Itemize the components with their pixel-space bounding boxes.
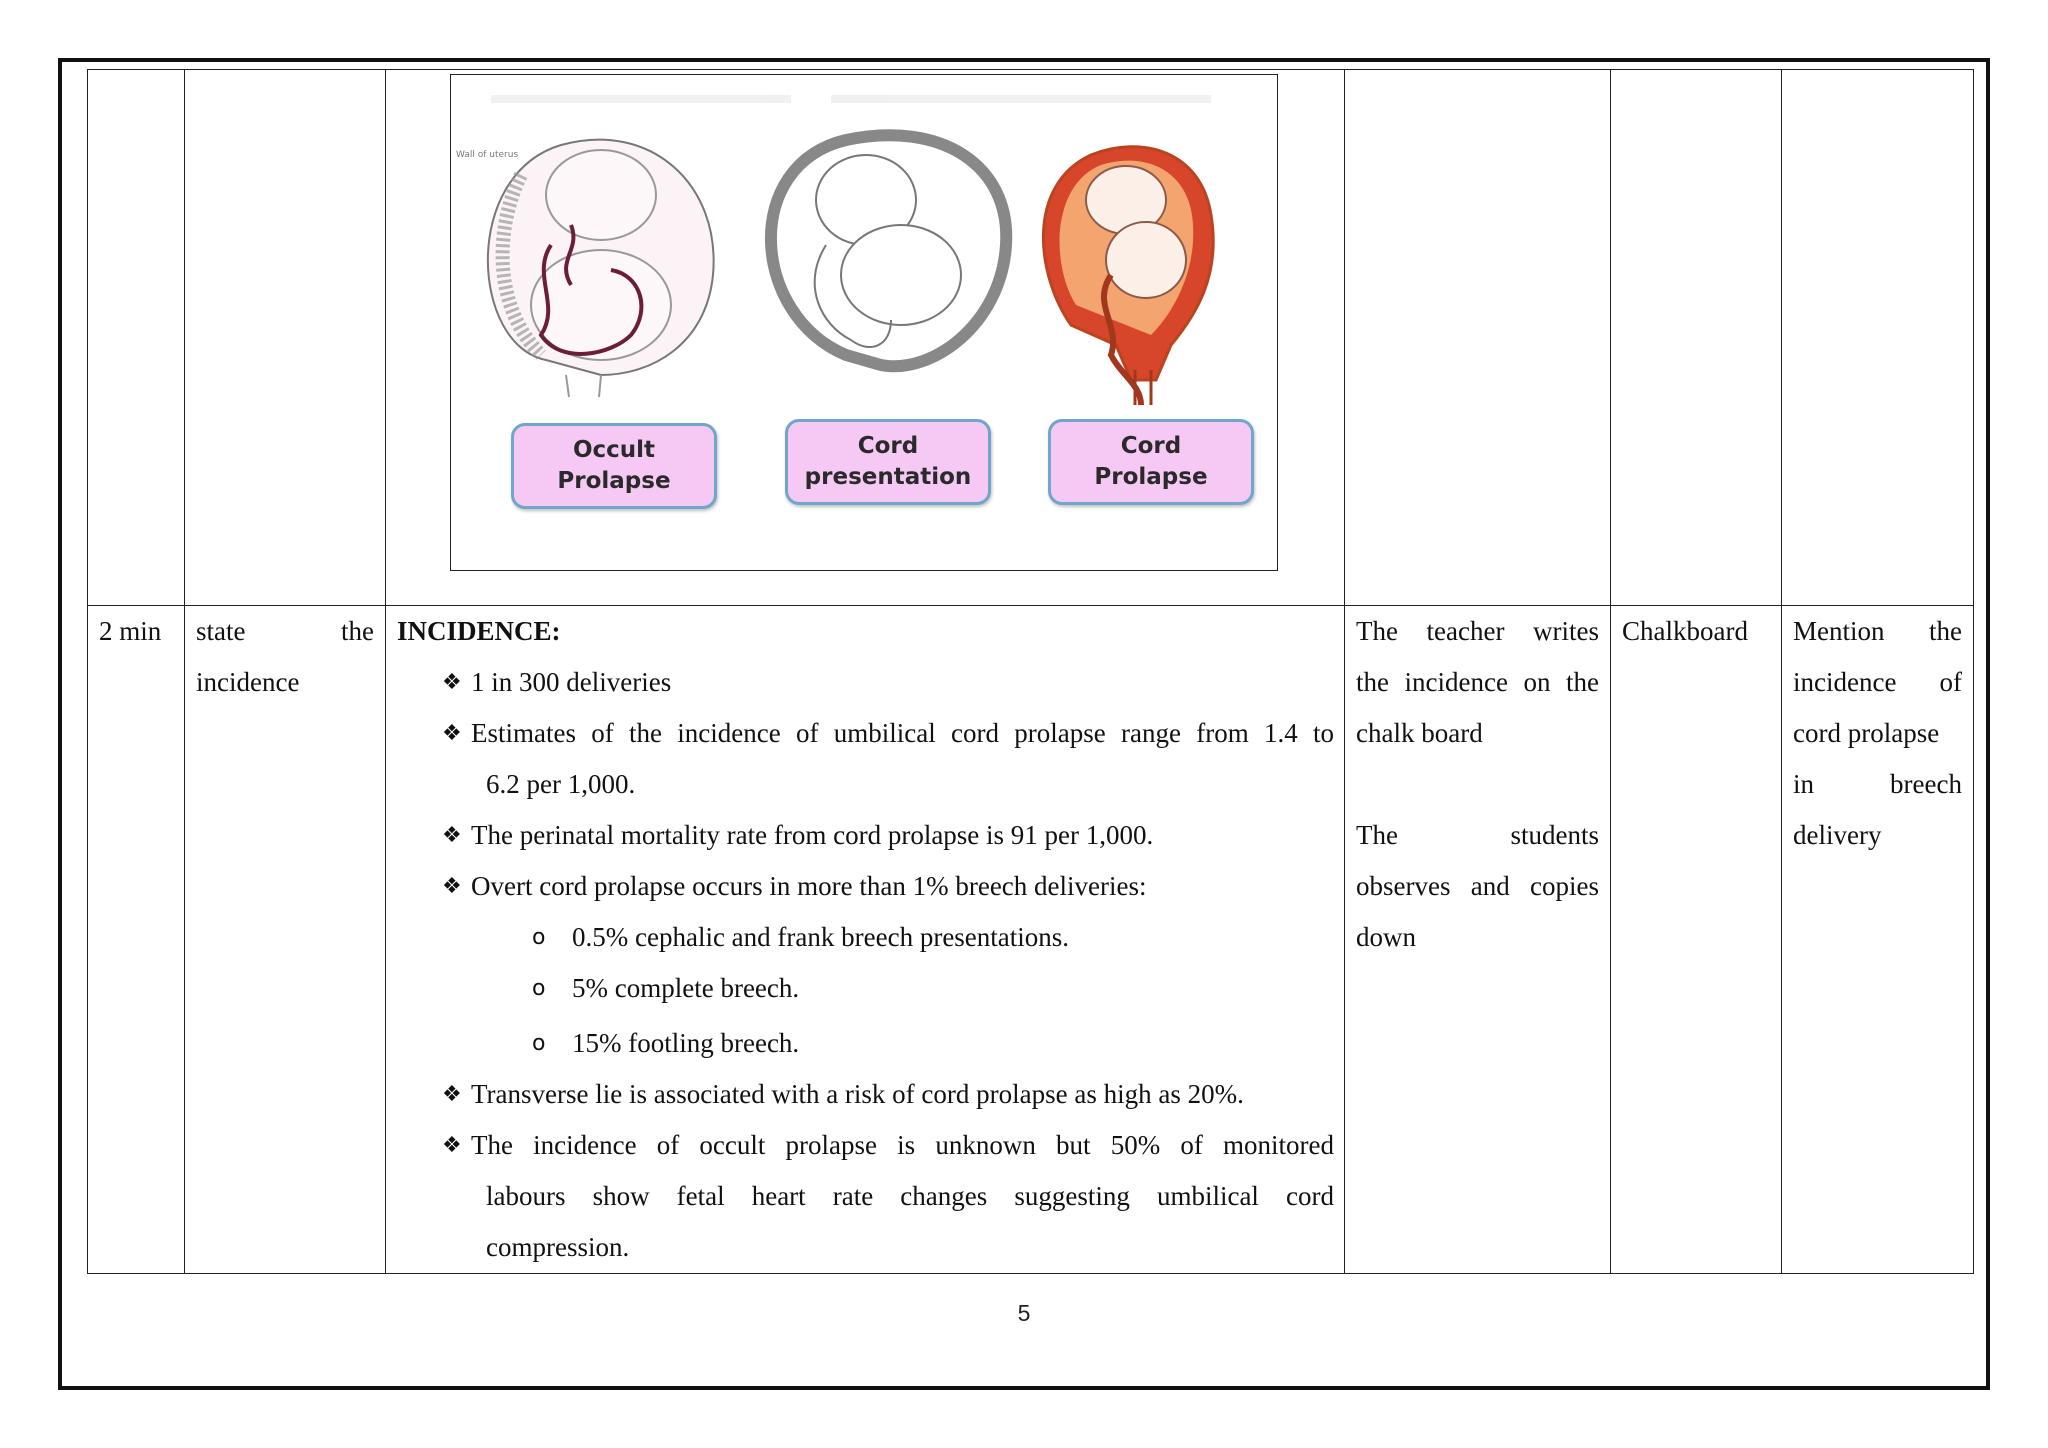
time-cell bbox=[88, 606, 185, 1274]
evaluation-line: Mention the bbox=[1793, 616, 1962, 646]
diamond-bullet-icon: ❖ bbox=[442, 1133, 462, 1158]
circle-bullet-icon: o bbox=[532, 925, 546, 950]
incidence-heading: INCIDENCE: bbox=[397, 616, 561, 646]
teacher-activity-line: chalk board bbox=[1356, 718, 1483, 748]
teacher-activity-line: The teacher writes bbox=[1356, 616, 1599, 646]
bullet-item bbox=[397, 657, 1334, 708]
objective-word-2: the bbox=[341, 616, 374, 646]
evaluation-line: incidence of bbox=[1793, 667, 1962, 697]
occult-prolapse-drawing bbox=[456, 140, 714, 397]
bullet-text: Overt cord prolapse occurs in more than 1% breech deliveries: bbox=[471, 871, 1147, 901]
bullet-item bbox=[397, 810, 1334, 861]
page-number: 5 bbox=[1017, 1300, 1031, 1326]
student-activity-line: down bbox=[1356, 922, 1416, 952]
cord-prolapse-figure bbox=[450, 74, 1278, 571]
spacer bbox=[1356, 759, 1599, 810]
content-cell bbox=[386, 606, 1345, 1274]
bullet-item bbox=[397, 1069, 1334, 1120]
occult-prolapse-label: Occult Prolapse bbox=[511, 423, 717, 509]
bullet-text: Transverse lie is associated with a risk of cord prolapse as high as 20%. bbox=[471, 1079, 1244, 1109]
evaluation-line: cord prolapse bbox=[1793, 718, 1940, 748]
bullet-text-continued: 6.2 per 1,000. bbox=[486, 769, 636, 799]
bullet-text-continued: compression. bbox=[486, 1232, 630, 1262]
objective-word-1: state bbox=[196, 616, 246, 646]
objective-line-2: incidence bbox=[196, 667, 300, 697]
svg-text:Wall of uterus: Wall of uterus bbox=[456, 150, 519, 160]
teacher-student-activity-cell bbox=[1345, 606, 1611, 1274]
bullet-text-continued: labours show fetal heart rate changes suggesting umbilical cord bbox=[486, 1181, 1334, 1211]
student-activity-line: The students bbox=[1356, 820, 1599, 850]
evaluation-line: in breech bbox=[1793, 769, 1962, 799]
bullet-item bbox=[397, 708, 1334, 810]
bullet-text: The perinatal mortality rate from cord prolapse is 91 per 1,000. bbox=[471, 820, 1154, 850]
lesson-plan-table bbox=[87, 69, 1974, 1274]
content-figure-cell bbox=[386, 70, 1345, 606]
sub-bullet-text: 5% complete breech. bbox=[572, 973, 800, 1003]
bullet-item bbox=[397, 1120, 1334, 1273]
circle-bullet-icon: o bbox=[532, 976, 546, 1001]
circle-bullet-icon: o bbox=[532, 1031, 546, 1056]
student-activity-line: observes and copies bbox=[1356, 871, 1599, 901]
objective-cell-empty bbox=[185, 70, 386, 606]
cord-presentation-label: Cord presentation bbox=[785, 419, 991, 505]
bullet-text: 1 in 300 deliveries bbox=[471, 667, 672, 697]
incidence-row bbox=[88, 606, 1974, 1274]
bullet-text: The incidence of occult prolapse is unknown but 50% of monitored bbox=[471, 1130, 1334, 1160]
evaluation-cell-empty bbox=[1782, 70, 1974, 606]
bullet-text: Estimates of the incidence of umbilical cord prolapse range from 1.4 to bbox=[471, 718, 1334, 748]
bullet-item bbox=[397, 861, 1334, 912]
diamond-bullet-icon: ❖ bbox=[442, 1082, 462, 1107]
diamond-bullet-icon: ❖ bbox=[442, 823, 462, 848]
time-value: 2 min bbox=[99, 616, 162, 646]
material-value: Chalkboard bbox=[1622, 616, 1748, 646]
time-cell-empty bbox=[88, 70, 185, 606]
teacher-activity-cell-empty bbox=[1345, 70, 1611, 606]
sub-bullet-item bbox=[397, 1018, 1333, 1069]
sub-bullet-text: 15% footling breech. bbox=[572, 1028, 800, 1058]
material-cell-empty bbox=[1611, 70, 1782, 606]
sub-bullet-item bbox=[397, 963, 1333, 1014]
sub-bullet-text: 0.5% cephalic and frank breech presentations. bbox=[572, 922, 1070, 952]
figure-row bbox=[88, 70, 1974, 606]
diamond-bullet-icon: ❖ bbox=[442, 721, 462, 746]
evaluation-cell bbox=[1782, 606, 1974, 1274]
teacher-activity-line: the incidence on the bbox=[1356, 667, 1599, 697]
cord-prolapse-drawing bbox=[1043, 147, 1213, 405]
material-cell bbox=[1611, 606, 1782, 1274]
diamond-bullet-icon: ❖ bbox=[442, 874, 462, 899]
cord-prolapse-label: Cord Prolapse bbox=[1048, 419, 1254, 505]
objective-cell bbox=[185, 606, 386, 1274]
diamond-bullet-icon: ❖ bbox=[442, 670, 462, 695]
evaluation-line: delivery bbox=[1793, 820, 1882, 850]
sub-bullet-item bbox=[397, 912, 1333, 963]
objective-line-1 bbox=[196, 606, 374, 657]
cord-presentation-drawing bbox=[771, 135, 1006, 366]
